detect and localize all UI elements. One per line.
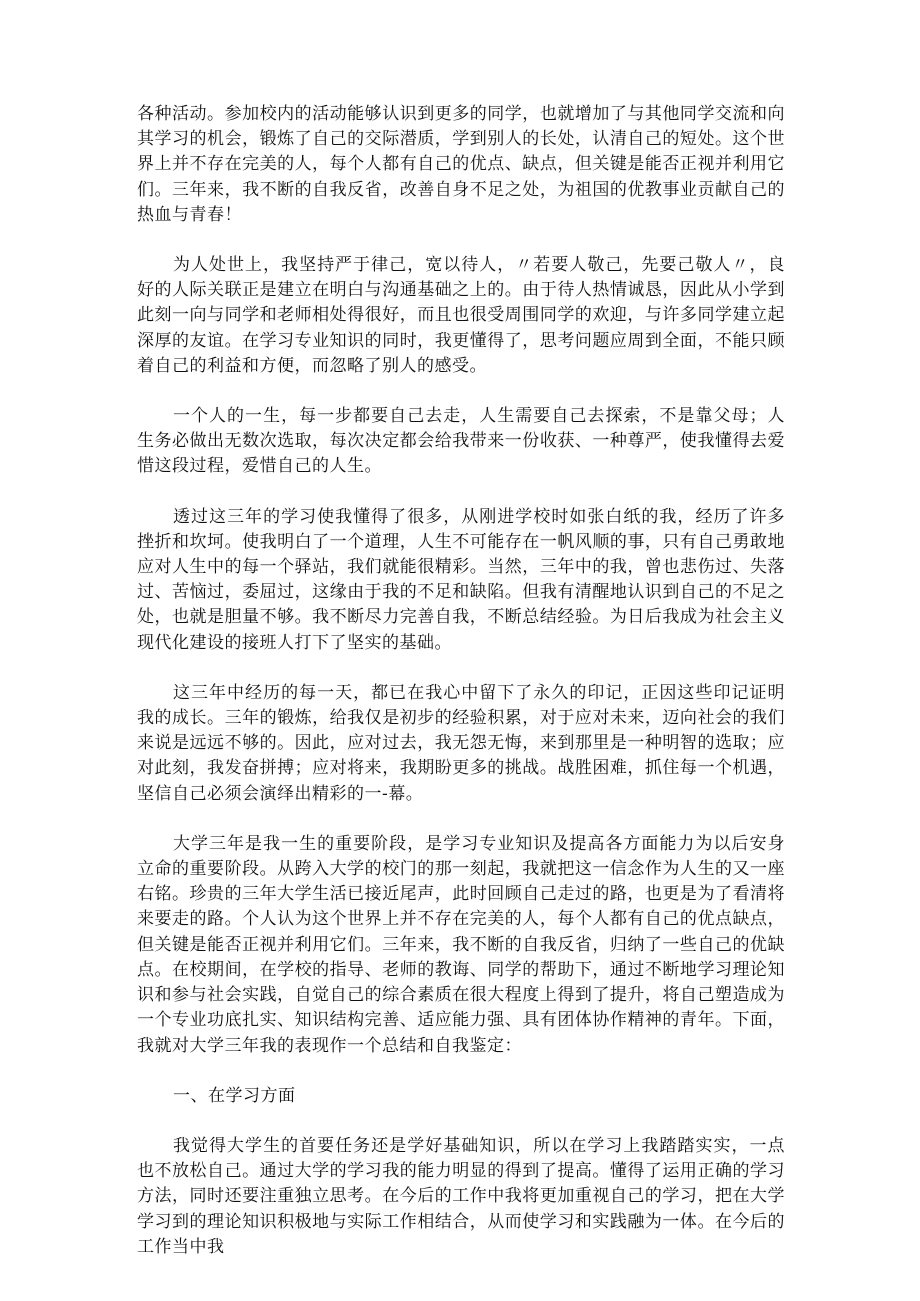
paragraph-life-path: 一个人的一生，每一步都要自己去走，人生需要自己去探索，不是靠父母；人生务必做出无数次选取，每次决定都会给我带来一份收获、一种尊严，使我懂得去爱惜这段过程，爱惜自己的人生。: [137, 406, 785, 477]
paragraph-study: 我觉得大学生的首要任务还是学好基础知识，所以在学习上我踏踏实实，一点也不放松自己。通过大学的学习我的能力明显的得到了提高。懂得了运用正确的学习方法，同时还要注重独立思考。在今后的工作中我将更加重视自己的学习，把在大学学习到的理论知识积极地与实际工作相结合，从而使学习和实践融为一体。在今后的工作当中我: [137, 1135, 785, 1257]
document-body: [137, 102, 785, 1285]
section-heading-study: 一、在学习方面: [173, 1085, 296, 1106]
paragraph-growth: 这三年中经历的每一天，都已在我心中留下了永久的印记，正因这些印记证明我的成长。三年的锻炼，给我仅是初步的经验积累，对于应对未来，迈向社会的我们来说是远远不够的。因此，应对过去，我无怨无悔，来到那里是一种明智的选取；应对此刻，我发奋拼搏；应对将来，我期盼更多的挑战。战胜困难，抓住每一个机遇，坚信自己必须会演绎出精彩的一-幕。: [137, 682, 785, 804]
paragraph-activities: 各种活动。参加校内的活动能够认识到更多的同学，也就增加了与其他同学交流和向其学习的机会，锻炼了自己的交际潜质，学到别人的长处，认清自己的短处。这个世界上并不存在完美的人，每个人都有自己的优点、缺点，但关键是能否正视并利用它们。三年来，我不断的自我反省，改善自身不足之处，为祖国的优教事业贡献自己的热血与青春！: [137, 104, 785, 225]
paragraph-three-years-learning: 透过这三年的学习使我懂得了很多，从刚进学校时如张白纸的我，经历了许多挫折和坎坷。使我明白了一个道理，人生不可能存在一帆风顺的事，只有自己勇敢地应对人生中的每一个驿站，我们就能很精彩。当然，三年中的我，曾也悲伤过、失落过、苦恼过，委屈过，这缘由于我的不足和缺陷。但我有清醒地认识到自己的不足之处，也就是胆量不够。我不断尽力完善自我，不断总结经验。为日后我成为社会主义现代化建设的接班人打下了坚实的基础。: [137, 506, 785, 653]
paragraph-university-summary: 大学三年是我一生的重要阶段，是学习专业知识及提高各方面能力为以后安身立命的重要阶段。从跨入大学的校门的那一刻起，我就把这一信念作为人生的又一座右铭。珍贵的三年大学生活已接近尾声，此时回顾自己走过的路，也更是为了看清将来要走的路。个人认为这个世界上并不存在完美的人，每个人都有自己的优点缺点，但关键是能否正视并利用它们。三年来，我不断的自我反省，归纳了一些自己的优缺点。在校期间，在学校的指导、老师的教诲、同学的帮助下，通过不断地学习理论知识和参与社会实践，自觉自己的综合素质在很大程度上得到了提升，将自己塑造成为一个专业功底扎实、知识结构完善、适应能力强、具有团体协作精神的青年。下面，我就对大学三年我的表现作一个总结和自我鉴定：: [137, 833, 785, 1056]
paragraph-interpersonal: 为人处世上，我坚持严于律己，宽以待人，〃若要人敬己，先要己敬人〃，良好的人际关联正是建立在明白与沟通基础之上的。由于待人热情诚恳，因此从小学到此刻一向与同学和老师相处得很好，而且也很受周围同学的欢迎，与许多同学建立起深厚的友谊。在学习专业知识的同时，我更懂得了，思考问题应周到全面，不能只顾着自己的利益和方便，而忽略了别人的感受。: [137, 255, 785, 376]
